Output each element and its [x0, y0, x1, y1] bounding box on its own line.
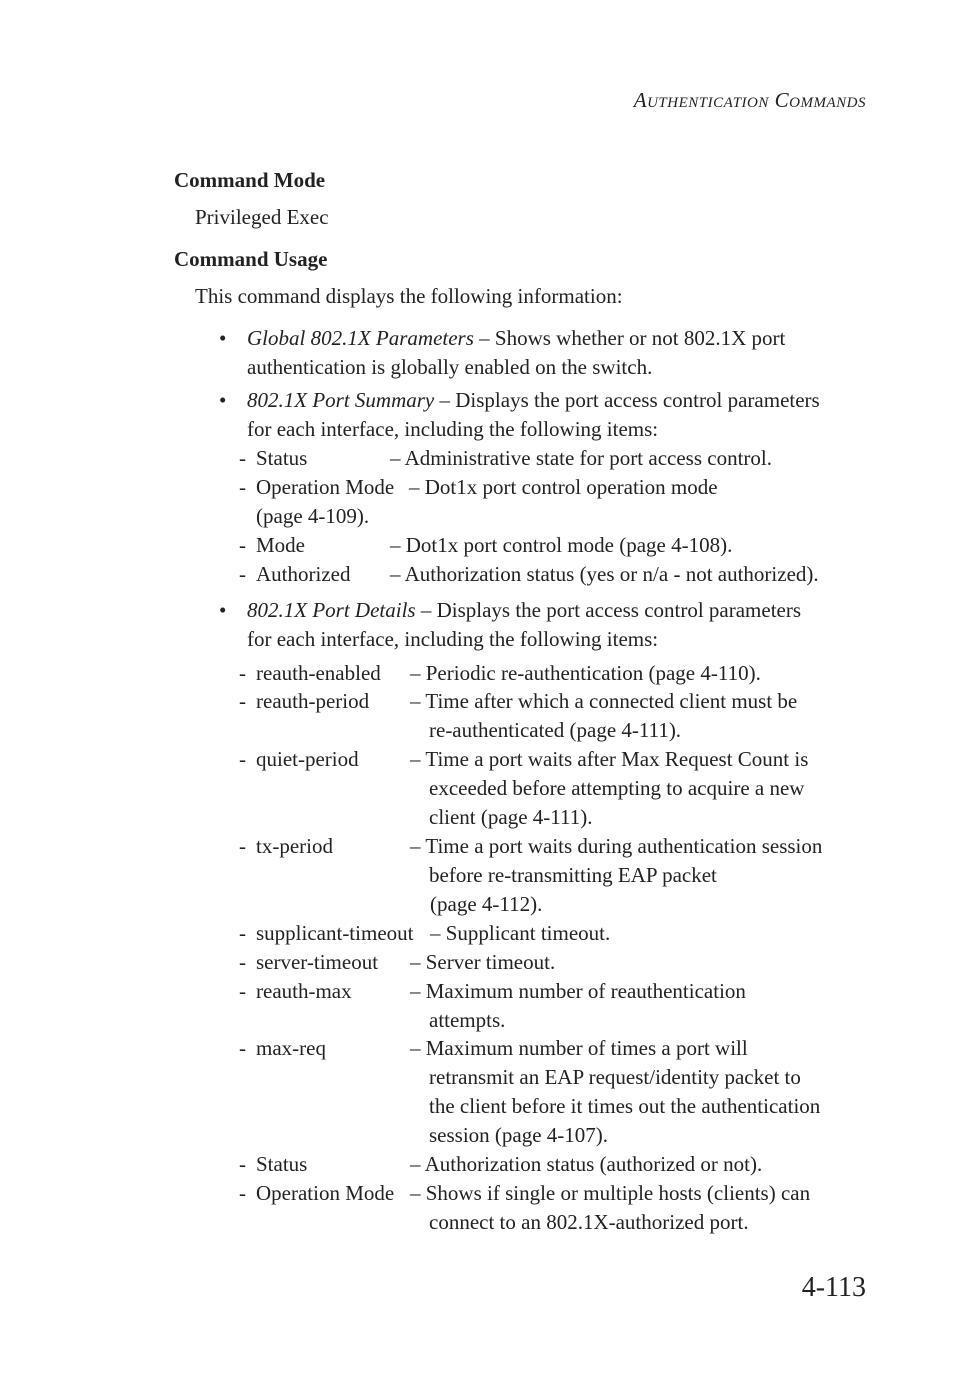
detail-term: supplicant-timeout [256, 921, 414, 945]
summary-desc: – Authorization status (yes or n/a - not authorized). [390, 562, 819, 586]
bullet-term: 802.1X Port Summary [247, 388, 435, 412]
detail-term: tx-period [256, 834, 333, 858]
command-mode-heading: Command Mode [174, 168, 326, 192]
detail-desc: – Supplicant timeout. [430, 921, 611, 945]
detail-desc-continued: connect to an 802.1X-authorized port. [429, 1210, 749, 1234]
summary-term: Status [256, 446, 308, 470]
dash-glyph: - [239, 979, 246, 1003]
dash-glyph: - [239, 661, 246, 685]
detail-desc: – Time after which a connected client must be [410, 689, 798, 713]
dash-glyph: - [239, 1181, 246, 1205]
detail-term: server-timeout [256, 950, 379, 974]
dash-glyph: - [239, 446, 246, 470]
summary-desc-continued: (page 4-109). [256, 504, 370, 528]
detail-desc-continued: exceeded before attempting to acquire a new [429, 776, 805, 800]
bullet-port-summary [247, 388, 820, 413]
command-usage-heading: Command Usage [174, 247, 328, 271]
detail-desc-continued: before re-transmitting EAP packet [429, 863, 717, 887]
detail-term: reauth-max [256, 979, 352, 1003]
summary-term: Operation Mode [256, 475, 395, 499]
detail-term: Status [256, 1152, 308, 1176]
dash-glyph: - [239, 950, 246, 974]
summary-term: Mode [256, 533, 305, 557]
bullet-glyph: • [219, 388, 227, 412]
detail-desc-continued: the client before it times out the authentication [429, 1094, 821, 1118]
detail-desc: – Maximum number of times a port will [410, 1036, 748, 1060]
bullet-text-continued: for each interface, including the following items: [247, 627, 659, 651]
detail-desc: – Authorization status (authorized or not). [410, 1152, 763, 1176]
detail-term: quiet-period [256, 747, 359, 771]
bullet-term: Global 802.1X Parameters [247, 326, 474, 350]
bullet-text-continued: for each interface, including the following items: [247, 417, 659, 441]
dash-glyph: - [239, 747, 246, 771]
header-cap-c: C [774, 88, 790, 112]
bullet-text: – Displays the port access control parameters [415, 598, 802, 622]
dash-glyph: - [239, 475, 246, 499]
summary-term: Authorized [256, 562, 351, 586]
detail-term: reauth-period [256, 689, 370, 713]
detail-desc: – Shows if single or multiple hosts (clients) can [410, 1181, 811, 1205]
header-rest-a: UTHENTICATION [647, 95, 769, 111]
dash-glyph: - [239, 562, 246, 586]
detail-desc-continued: re-authenticated (page 4-111). [429, 718, 682, 742]
detail-desc: – Time a port waits during authentication session [410, 834, 823, 858]
detail-desc-continued: session (page 4-107). [429, 1123, 609, 1147]
detail-desc-continued: client (page 4-111). [429, 805, 593, 829]
bullet-term: 802.1X Port Details [247, 598, 416, 622]
header-cap-a: A [633, 88, 648, 112]
bullet-global-params [247, 326, 785, 351]
bullet-text: – Displays the port access control parameters [434, 388, 820, 412]
dash-glyph: - [239, 1152, 246, 1176]
bullet-glyph: • [219, 598, 227, 622]
detail-desc-continued: retransmit an EAP request/identity packet to [429, 1065, 801, 1089]
command-usage-intro: This command displays the following information: [195, 284, 623, 308]
summary-desc: – Administrative state for port access control. [390, 446, 772, 470]
dash-glyph: - [239, 921, 246, 945]
bullet-glyph: • [219, 326, 227, 350]
detail-term: reauth-enabled [256, 661, 381, 685]
bullet-text: – Shows whether or not 802.1X port [473, 326, 786, 350]
detail-desc-continued: (page 4-112). [430, 892, 543, 916]
dash-glyph: - [239, 689, 246, 713]
dash-glyph: - [239, 533, 246, 557]
detail-term: Operation Mode [256, 1181, 395, 1205]
bullet-text-continued: authentication is globally enabled on the switch. [247, 355, 653, 379]
detail-desc-continued: attempts. [429, 1008, 506, 1032]
detail-term: max-req [256, 1036, 326, 1060]
bullet-port-details [247, 598, 801, 623]
summary-desc: – Dot1x port control mode (page 4-108). [390, 533, 733, 557]
running-header [634, 88, 866, 113]
detail-desc: – Periodic re-authentication (page 4-110). [410, 661, 761, 685]
command-mode-value: Privileged Exec [195, 205, 329, 229]
detail-desc: – Maximum number of reauthentication [410, 979, 746, 1003]
page-number: 4-113 [801, 1272, 866, 1303]
header-rest-c: OMMANDS [789, 95, 866, 111]
dash-glyph: - [239, 834, 246, 858]
detail-desc: – Time a port waits after Max Request Count is [410, 747, 809, 771]
summary-desc: – Dot1x port control operation mode [409, 475, 718, 499]
dash-glyph: - [239, 1036, 246, 1060]
detail-desc: – Server timeout. [410, 950, 556, 974]
